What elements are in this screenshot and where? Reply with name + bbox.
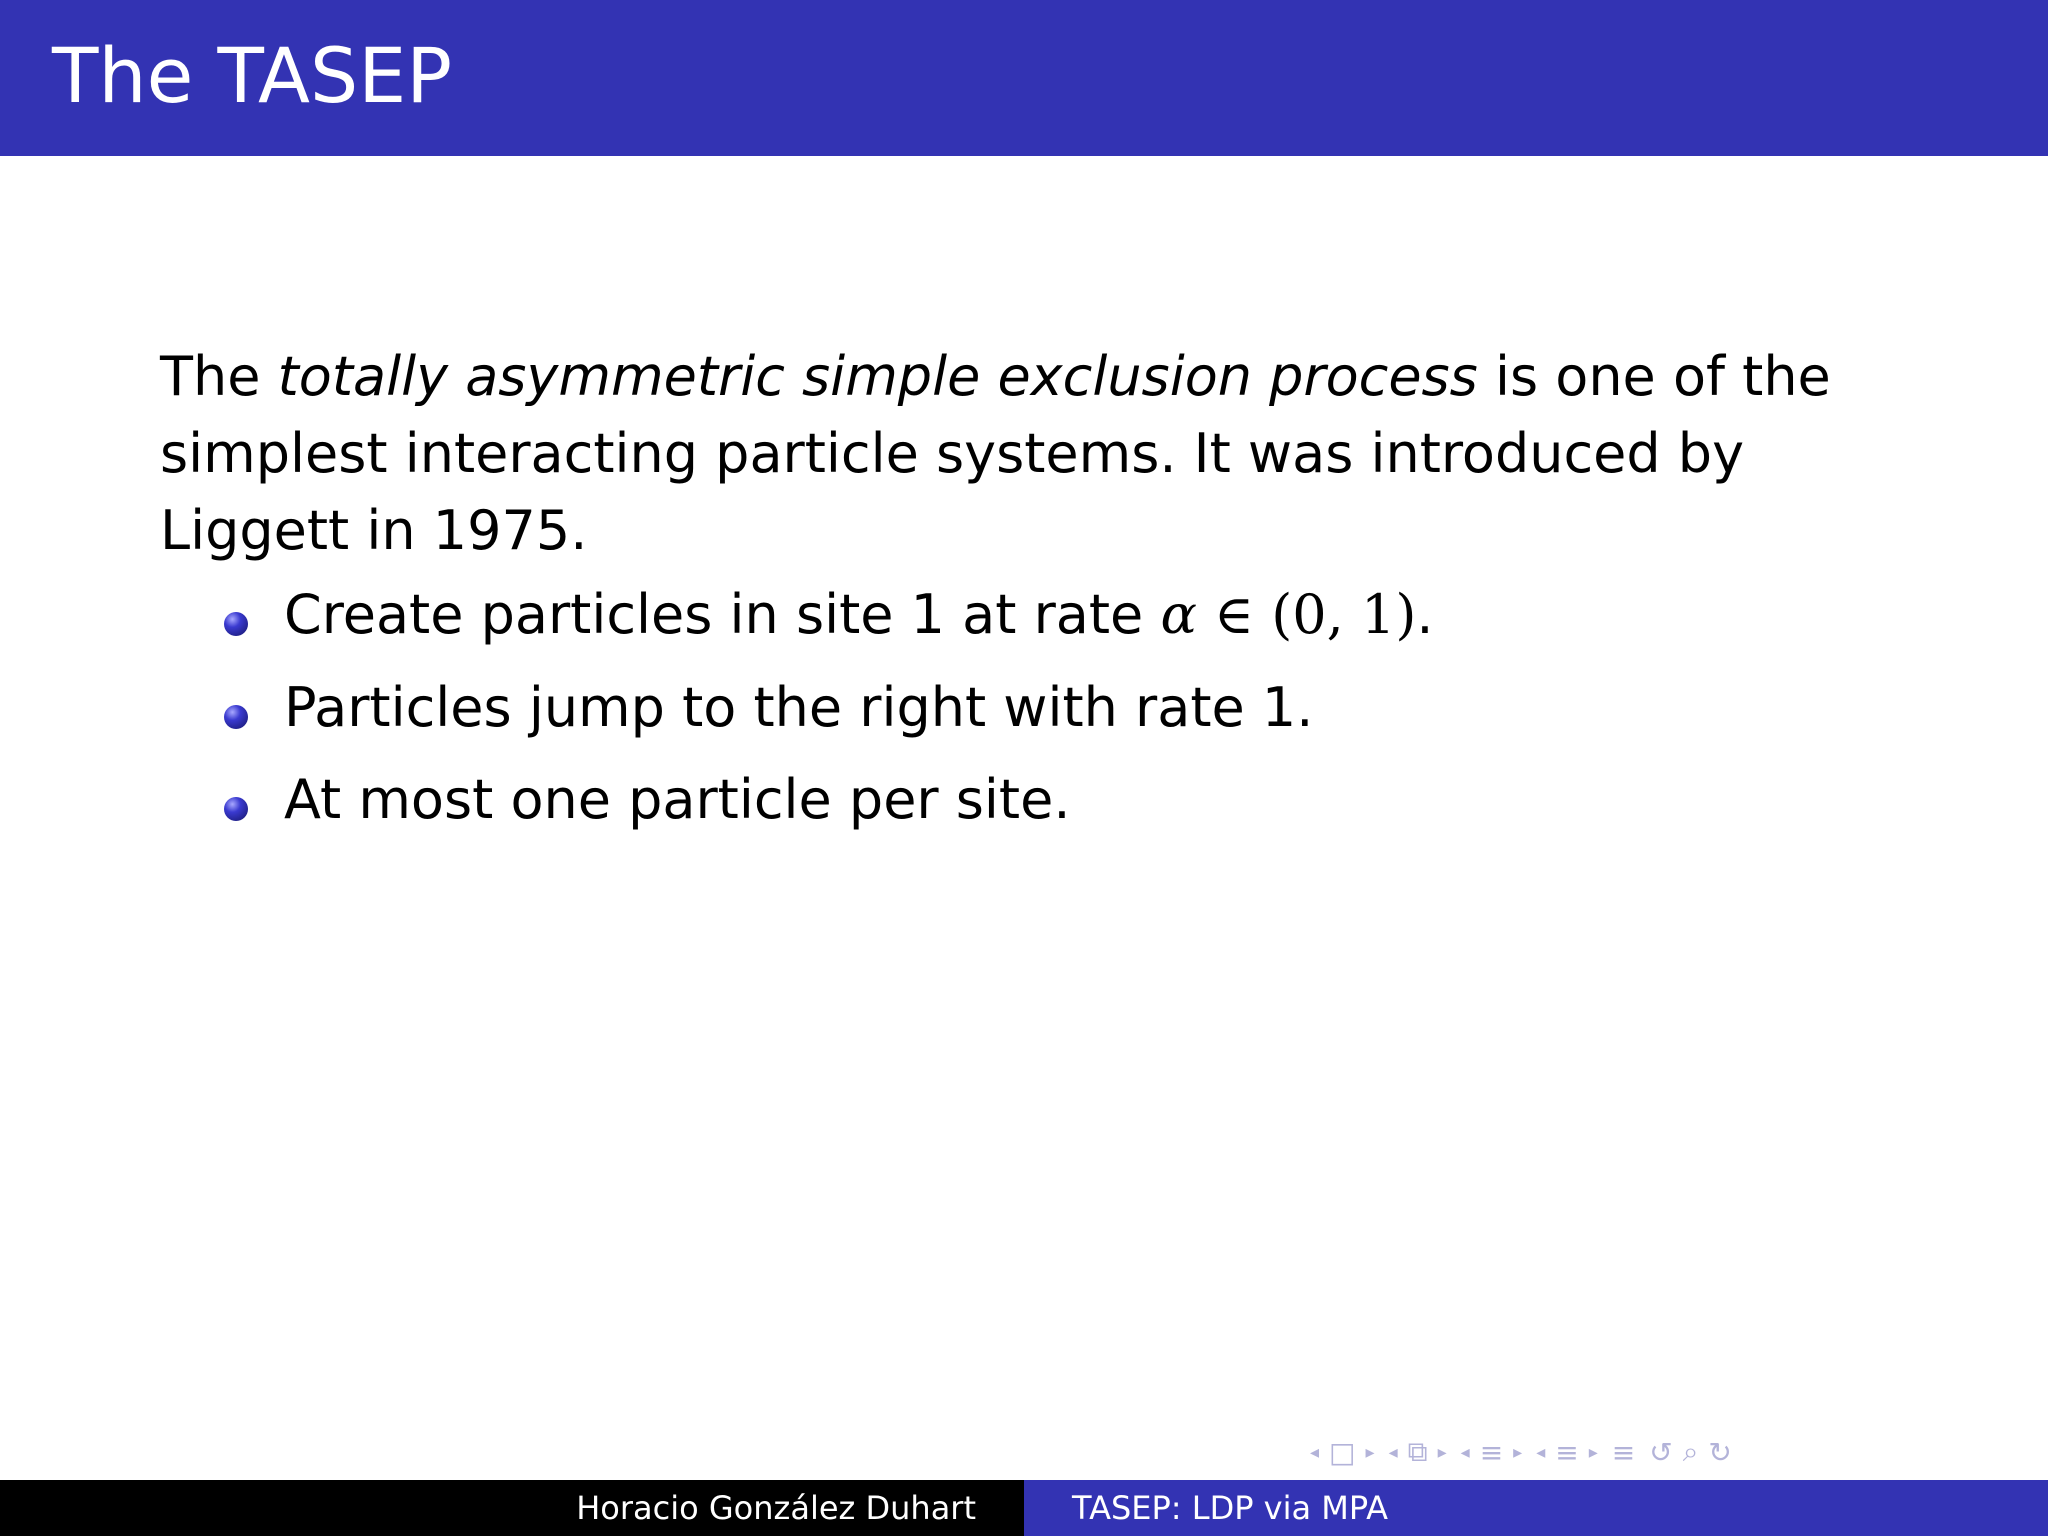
intro-suffix: is one of the simplest interacting particle systems. It was introduced by Liggett in 1975. bbox=[160, 345, 1831, 562]
bullet-dot-icon bbox=[224, 612, 248, 636]
bullet-text: At most one particle per site. bbox=[284, 768, 1071, 831]
nav-prev-arrow-icon[interactable]: ◂ bbox=[1460, 1441, 1470, 1463]
footer-short-title: TASEP: LDP via MPA bbox=[1072, 1489, 1389, 1527]
intro-prefix: The bbox=[160, 345, 278, 408]
intro-paragraph bbox=[160, 338, 1920, 569]
footer-bar bbox=[0, 1480, 2048, 1536]
footer-author: Horacio González Duhart bbox=[576, 1489, 976, 1527]
nav-search-group[interactable] bbox=[1649, 1435, 1732, 1469]
title-bar bbox=[0, 0, 2048, 156]
intro-emphasis: totally asymmetric simple exclusion process bbox=[277, 345, 1478, 408]
subsection-nav-icon[interactable]: ⧉ bbox=[1407, 1435, 1428, 1468]
nav-next-arrow-icon[interactable]: ▸ bbox=[1588, 1441, 1598, 1463]
nav-next-arrow-icon[interactable]: ▸ bbox=[1437, 1441, 1447, 1463]
nav-subsection-group[interactable] bbox=[1389, 1435, 1447, 1469]
bullet-dot-icon bbox=[224, 797, 248, 821]
footer-author-box bbox=[0, 1480, 1024, 1536]
bullet-dot-icon bbox=[224, 705, 248, 729]
nav-next-arrow-icon[interactable]: ▸ bbox=[1365, 1441, 1375, 1463]
appendix-nav-icon[interactable]: ≡ bbox=[1611, 1435, 1636, 1469]
section-nav-icon[interactable]: ≡ bbox=[1479, 1435, 1504, 1469]
search-icon[interactable]: ⌕ bbox=[1682, 1435, 1699, 1468]
nav-frame-group[interactable] bbox=[1310, 1436, 1375, 1469]
beamer-navigation-bar bbox=[1310, 1432, 2040, 1472]
frame-nav-icon[interactable]: □ bbox=[1329, 1435, 1356, 1469]
nav-prev-arrow-icon[interactable]: ◂ bbox=[1310, 1441, 1320, 1463]
nav-appendix-group[interactable] bbox=[1612, 1436, 1635, 1469]
interval-expression: ∈ (0, 1) bbox=[1196, 583, 1417, 646]
bullet-text: Particles jump to the right with rate 1. bbox=[284, 676, 1314, 739]
nav-prev-arrow-icon[interactable]: ◂ bbox=[1536, 1441, 1546, 1463]
nav-section-group[interactable] bbox=[1461, 1436, 1523, 1469]
footer-title-box bbox=[1024, 1480, 2048, 1536]
back-icon[interactable]: ↺ bbox=[1649, 1435, 1673, 1469]
document-nav-icon[interactable]: ≡ bbox=[1555, 1435, 1579, 1469]
frame-title: The TASEP bbox=[52, 31, 453, 120]
nav-prev-arrow-icon[interactable]: ◂ bbox=[1388, 1441, 1398, 1463]
bullet-text: Create particles in site 1 at rate α ∈ (0, 1). bbox=[284, 583, 1434, 646]
forward-icon[interactable]: ↻ bbox=[1708, 1435, 1732, 1469]
nav-next-arrow-icon[interactable]: ▸ bbox=[1513, 1441, 1523, 1463]
alpha-symbol: α bbox=[1160, 583, 1197, 646]
nav-document-group[interactable] bbox=[1536, 1436, 1598, 1469]
